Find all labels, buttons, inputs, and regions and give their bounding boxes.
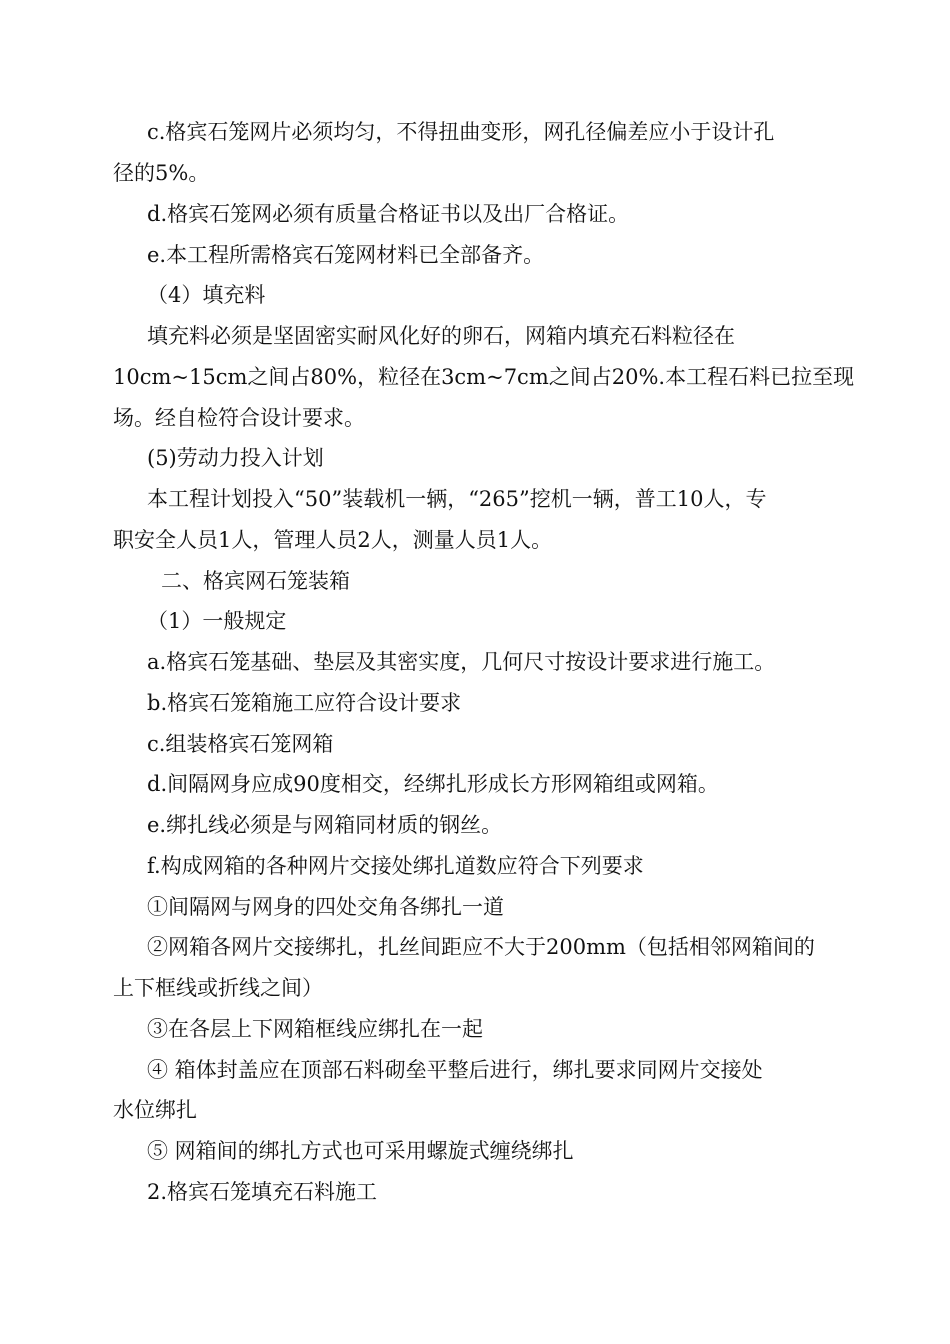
paragraph-line: b.格宾石笼箱施工应符合设计要求: [147, 691, 462, 715]
paragraph-line: 填充料必须是坚固密实耐风化好的卵石，网箱内填充石料粒径在: [147, 324, 735, 348]
paragraph-line: 上下框线或折线之间）: [113, 976, 323, 1000]
paragraph-line: ③在各层上下网箱框线应绑扎在一起: [147, 1017, 483, 1041]
paragraph-line: e.本工程所需格宾石笼网材料已全部备齐。: [147, 243, 545, 267]
paragraph-line: ④ 箱体封盖应在顶部石料砌垒平整后进行，绑扎要求同网片交接处: [147, 1058, 763, 1082]
paragraph-line: c.组装格宾石笼网箱: [147, 732, 334, 756]
paragraph-line: ①间隔网与网身的四处交角各绑扎一道: [147, 895, 504, 919]
paragraph-line: ②网箱各网片交接绑扎，扎丝间距应不大于200mm（包括相邻网箱间的: [147, 935, 815, 959]
paragraph-line: 径的5%。: [113, 161, 210, 185]
paragraph-line: 水位绑扎: [113, 1098, 197, 1122]
paragraph-line: d.格宾石笼网必须有质量合格证书以及出厂合格证。: [147, 202, 630, 226]
section-heading: (5)劳动力投入计划: [147, 446, 324, 470]
paragraph-line: f.构成网箱的各种网片交接处绑扎道数应符合下列要求: [147, 854, 644, 878]
paragraph-line: c.格宾石笼网片必须均匀，不得扭曲变形，网孔径偏差应小于设计孔: [147, 120, 775, 144]
section-heading: 2.格宾石笼填充石料施工: [147, 1180, 378, 1204]
section-heading: （4）填充料: [147, 283, 266, 307]
paragraph-line: 场。经自检符合设计要求。: [113, 406, 365, 430]
paragraph-line: 10cm~15cm之间占80%，粒径在3cm~7cm之间占20%.本工程石料已拉至现: [113, 365, 855, 389]
paragraph-line: ⑤ 网箱间的绑扎方式也可采用螺旋式缠绕绑扎: [147, 1139, 574, 1163]
paragraph-line: a.格宾石笼基础、垫层及其密实度，几何尺寸按设计要求进行施工。: [147, 650, 776, 674]
section-heading: 二、格宾网石笼装箱: [161, 569, 350, 593]
section-heading: （1）一般规定: [147, 609, 287, 633]
paragraph-line: 本工程计划投入“50”装载机一辆，“265”挖机一辆，普工10人，专: [147, 487, 767, 511]
paragraph-line: 职安全人员1人，管理人员2人，测量人员1人。: [113, 528, 553, 552]
paragraph-line: d.间隔网身应成90度相交，经绑扎形成长方形网箱组或网箱。: [147, 772, 719, 796]
paragraph-line: e.绑扎线必须是与网箱同材质的钢丝。: [147, 813, 503, 837]
